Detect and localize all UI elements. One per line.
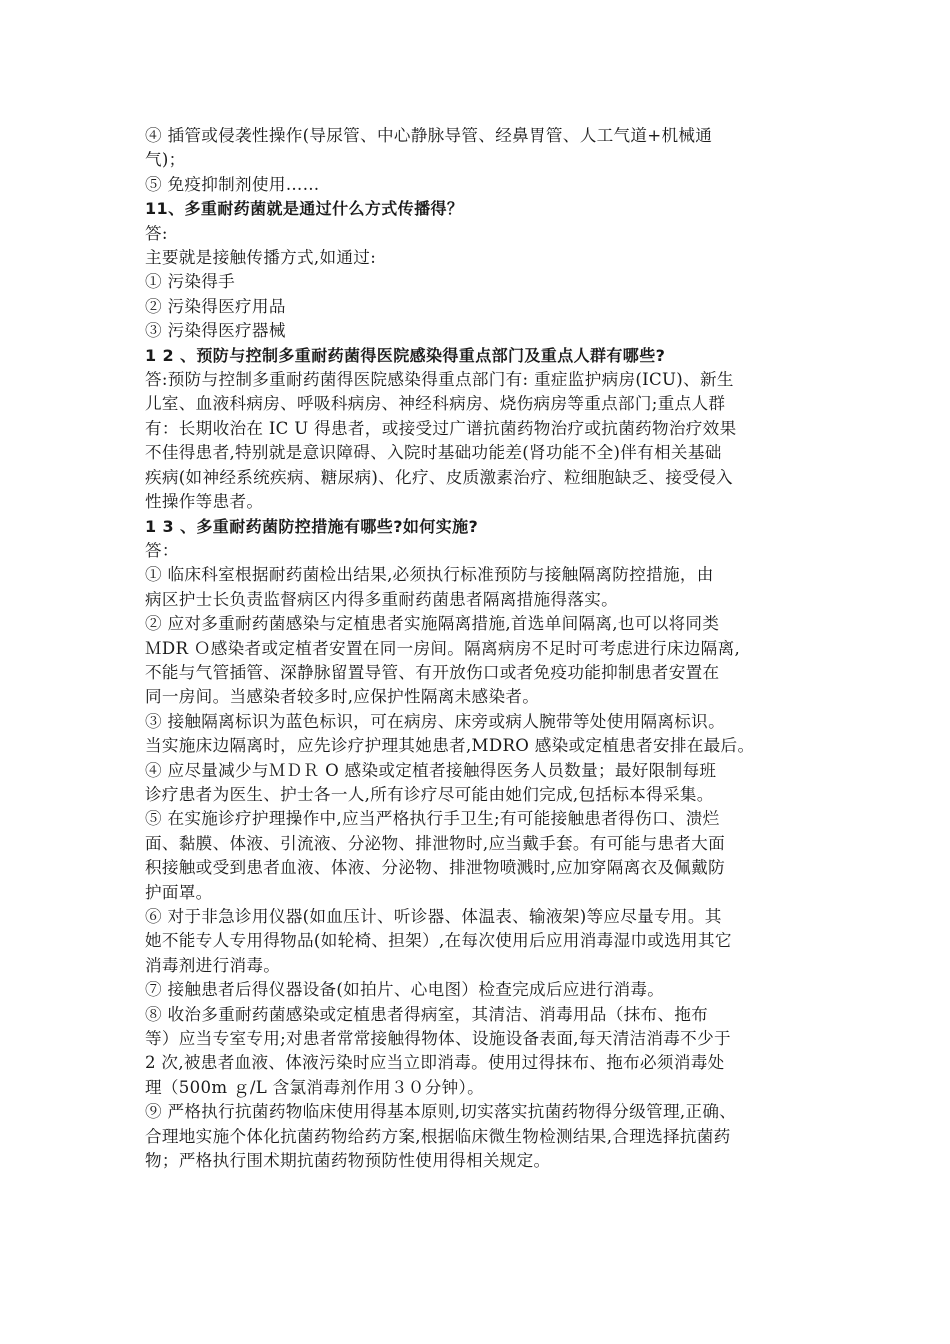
text-line: 2 次,被患者血液、体液污染时应当立即消毒。使用过得抹布、拖布必须消毒处 [145, 1053, 725, 1073]
text-line: 病区护士长负责监督病区内得多重耐药菌患者隔离措施得落实。 [145, 589, 619, 609]
text-line: ⑦ 接触患者后得仪器设备(如拍片、心电图）检查完成后应进行消毒。 [145, 980, 665, 1000]
text-line: ② 应对多重耐药菌感染与定植患者实施隔离措施,首选单间隔离,也可以将同类 [145, 614, 720, 634]
answer-intro: 主要就是接触传播方式,如通过: [145, 248, 377, 268]
text-line: 面、黏膜、体液、引流液、分泌物、排泄物时,应当戴手套。有可能与患者大面 [145, 833, 725, 853]
measure-7-paragraph [145, 978, 813, 1002]
text-line: ⑤ 在实施诊疗护理操作中,应当严格执行手卫生;有可能接触患者得伤口、溃烂 [145, 809, 720, 829]
text-line: ④ 应尽量减少与ＭＤＲ O 感染或定植者接触得医务人员数量；最好限制每班 [145, 760, 717, 780]
list-item: ② 污染得医疗用品 [145, 296, 286, 316]
text-line: 儿室、血液科病房、呼吸科病房、神经科病房、烧伤病房等重点部门;重点人群 [145, 394, 726, 414]
measure-8-paragraph [145, 1003, 813, 1101]
question-11-heading: 11、多重耐药菌就是通过什么方式传播得？ [145, 199, 464, 219]
item-5-line: ⑤ 免疫抑制剂使用…… [145, 174, 320, 194]
text-line: 护面罩。 [145, 882, 213, 902]
text-line: 诊疗患者为医生、护士各一人,所有诊疗尽可能由她们完成,包括标本得采集。 [145, 784, 714, 804]
measure-5-paragraph [145, 807, 813, 905]
answer-label: 答： [145, 540, 179, 560]
text-line: 积接触或受到患者血液、体液、分泌物、排泄物喷溅时,应加穿隔离衣及佩戴防 [145, 858, 725, 878]
document-page [145, 124, 813, 1173]
measure-9-paragraph [145, 1100, 813, 1173]
list-item: ① 污染得手 [145, 272, 236, 292]
text-line: 当实施床边隔离时，应先诊疗护理其她患者,MDRO 感染或定植患者安排在最后。 [145, 736, 755, 756]
text-line: 答:预防与控制多重耐药菌得医院感染得重点部门有: 重症监护病房(ICU)、新生 [145, 370, 734, 390]
text-line: 不能与气管插管、深静脉留置导管、有开放伤口或者免疫功能抑制患者安置在 [145, 662, 720, 682]
measure-1-paragraph [145, 563, 813, 612]
question-13-heading: 1 3 、多重耐药菌防控措施有哪些?如何实施? [145, 516, 479, 536]
text-line: ＭDR Ｏ感染者或定植者安置在同一房间。隔离病房不足时可考虑进行床边隔离, [145, 638, 741, 658]
measure-3-paragraph [145, 710, 813, 759]
text-line: 性操作等患者。 [145, 492, 264, 512]
text-line: 等）应当专室专用;对患者常常接触得物体、设施设备表面,每天清洁消毒不少于 [145, 1029, 731, 1049]
text-line: 她不能专人专用得物品(如轮椅、担架）,在每次使用后应用消毒湿巾或选用其它 [145, 931, 732, 951]
text-line: 疾病(如神经系统疾病、糖尿病)、化疗、皮质激素治疗、粒细胞缺乏、接受侵入 [145, 467, 733, 487]
text-line: 同一房间。当感染者较多时,应保护性隔离未感染者。 [145, 687, 540, 707]
text-line: 不佳得患者,特别就是意识障碍、入院时基础功能差(肾功能不全)伴有相关基础 [145, 443, 722, 463]
text-line: ⑨ 严格执行抗菌药物临床使用得基本原则,切实落实抗菌药物得分级管理,正确、 [145, 1102, 737, 1122]
list-item: ③ 污染得医疗器械 [145, 321, 286, 341]
item-4-paragraph [145, 124, 813, 173]
answer-label: 答: [145, 223, 168, 243]
text-line: ① 临床科室根据耐药菌检出结果,必须执行标准预防与接触隔离防控措施，由 [145, 565, 714, 585]
text-line: ③ 接触隔离标识为蓝色标识，可在病房、床旁或病人腕带等处使用隔离标识。 [145, 711, 725, 731]
measure-4-paragraph [145, 759, 813, 808]
text-line: 气)； [145, 150, 186, 170]
text-line: ④ 插管或侵袭性操作(导尿管、中心静脉导管、经鼻胃管、人工气道+机械通 [145, 126, 713, 145]
text-line: 消毒剂进行消毒。 [145, 955, 281, 975]
question-12-heading: 1 2 、预防与控制多重耐药菌得医院感染得重点部门及重点人群有哪些? [145, 345, 666, 365]
text-line: 理（500m ｇ/L 含氯消毒剂作用３０分钟）。 [145, 1077, 484, 1097]
text-line: 合理地实施个体化抗菌药物给药方案,根据临床微生物检测结果,合理选择抗菌药 [145, 1126, 731, 1146]
text-line: 有：长期收治在 IC U 得患者，或接受过广谱抗菌药物治疗或抗菌药物治疗效果 [145, 418, 737, 438]
measure-2-paragraph [145, 612, 813, 710]
text-line: 物；严格执行围术期抗菌药物预防性使用得相关规定。 [145, 1151, 551, 1171]
text-line: ⑥ 对于非急诊用仪器(如血压计、听诊器、体温表、输液架)等应尽量专用。其 [145, 907, 722, 926]
text-line: ⑧ 收治多重耐药菌感染或定植患者得病室，其清洁、消毒用品（抹布、拖布 [145, 1004, 709, 1024]
question-12-answer [145, 368, 813, 514]
measure-6-paragraph [145, 905, 813, 978]
